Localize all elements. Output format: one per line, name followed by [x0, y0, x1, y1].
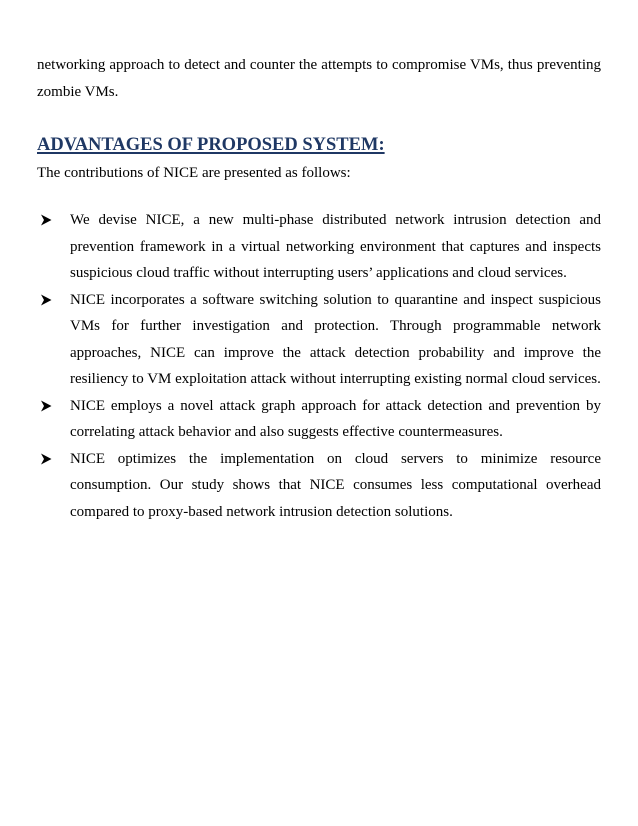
continuation-paragraph: networking approach to detect and counter the attempts to compromise VMs, thus preventing zombie VMs.: [37, 57, 601, 100]
arrowhead-bullet-icon: [40, 393, 60, 420]
list-item-text: NICE incorporates a software switching solution to quarantine and inspect suspicious VMs for further investigation and protection. Through programmable network approaches, NICE can improve the attack detection probability and improve the resiliency to VM exploitation attack without interrupting existing normal cloud services.: [70, 291, 601, 387]
contributions-list: [37, 207, 601, 525]
list-item-text: NICE employs a novel attack graph approach for attack detection and prevention by correlating attack behavior and also suggests effective countermeasures.: [70, 397, 601, 440]
section-heading: ADVANTAGES OF PROPOSED SYSTEM:: [37, 135, 385, 155]
arrowhead-bullet-icon: [40, 446, 60, 473]
intro-paragraph: The contributions of NICE are presented as follows:: [37, 165, 351, 181]
list-item-text: NICE optimizes the implementation on cloud servers to minimize resource consumption. Our study shows that NICE consumes less computational overhead compared to proxy-based network intrusion detection solutions.: [70, 450, 601, 520]
arrowhead-bullet-icon: [40, 207, 60, 234]
list-item-text: We devise NICE, a new multi-phase distributed network intrusion detection and prevention framework in a virtual networking environment that captures and inspects suspicious cloud traffic without interrupting users’ applications and cloud services.: [70, 212, 601, 281]
list-item: [37, 207, 601, 287]
arrowhead-bullet-icon: [40, 287, 60, 314]
list-item: [37, 287, 601, 393]
list-item: [37, 393, 601, 446]
list-item: [37, 446, 601, 526]
